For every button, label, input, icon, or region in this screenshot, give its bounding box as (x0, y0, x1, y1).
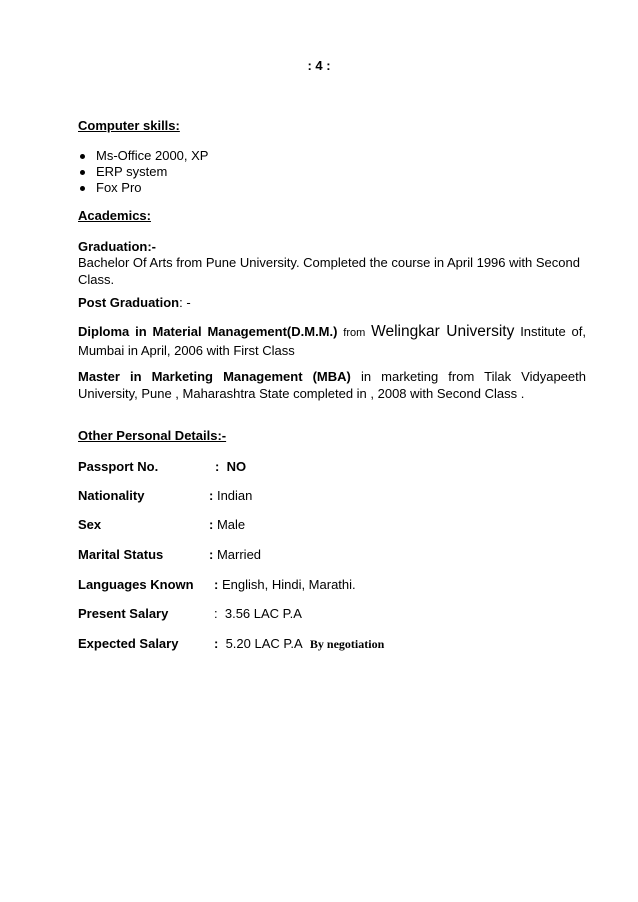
languages-colon: : (214, 577, 219, 592)
present-salary-label: Present Salary (78, 606, 169, 621)
expected-salary-label: Expected Salary (78, 636, 179, 651)
nationality-label: Nationality (78, 488, 145, 503)
marital-status-label: Marital Status (78, 547, 164, 562)
post-graduation-label: Post Graduation (78, 295, 180, 310)
skill-text: Fox Pro (96, 180, 142, 195)
passport-label: Passport No. (78, 459, 159, 474)
marital-status-value: Married (216, 547, 262, 562)
skill-text: ERP system (96, 164, 168, 179)
bullet-icon (80, 186, 85, 191)
page-number: : 4 : (307, 58, 331, 73)
passport-colon: : (215, 459, 220, 474)
mba-rest: in marketing from Tilak Vidyapeeth University, Pune , Maharashtra State completed in , 2008 with Second Class . (78, 369, 586, 401)
expected-salary-value: 5.20 LAC P.A (225, 636, 303, 651)
marital-status-colon: : (209, 547, 214, 562)
expected-salary-note: By negotiation (309, 637, 385, 651)
languages-value-wrap (214, 576, 356, 594)
nationality-value-wrap (209, 487, 252, 505)
nationality-colon: : (209, 488, 214, 503)
list-item (78, 164, 208, 180)
personal-details-heading: Other Personal Details:- (78, 428, 227, 443)
sex-label: Sex (78, 517, 102, 532)
diploma-rest: Institute of, Mumbai in April, 2006 with First Class (78, 324, 586, 358)
present-salary-value: 3.56 LAC P.A (224, 606, 302, 621)
sex-colon: : (209, 517, 214, 532)
computer-skills-list (78, 148, 208, 196)
passport-value-wrap (215, 458, 246, 476)
computer-skills-heading: Computer skills: (78, 118, 180, 133)
list-item (78, 180, 208, 196)
post-graduation-line (78, 294, 586, 311)
languages-value: English, Hindi, Marathi. (221, 577, 356, 592)
mba-paragraph (78, 368, 586, 402)
graduation-label: Graduation:- (78, 239, 156, 254)
skill-text: Ms-Office 2000, XP (96, 148, 209, 163)
list-item (78, 148, 208, 164)
present-salary-value-wrap (214, 605, 302, 623)
post-graduation-suffix: : - (179, 295, 191, 310)
languages-label: Languages Known (78, 577, 194, 592)
nationality-value: Indian (216, 488, 253, 503)
diploma-title: Diploma in Material Management(D.M.M.) (78, 324, 338, 339)
diploma-university: Welingkar University (371, 323, 515, 340)
present-salary-colon: : (214, 606, 218, 621)
sex-value-wrap (209, 516, 245, 534)
graduation-text: Bachelor Of Arts from Pune University. Completed the course in April 1996 with Second Class. (78, 255, 580, 287)
passport-value: NO (226, 459, 247, 474)
diploma-paragraph (78, 323, 586, 359)
diploma-from: from (343, 327, 366, 339)
marital-status-value-wrap (209, 546, 261, 564)
mba-title: Master in Marketing Management (MBA) (78, 369, 351, 384)
academics-heading: Academics: (78, 208, 151, 223)
sex-value: Male (216, 517, 246, 532)
bullet-icon (80, 170, 85, 175)
expected-salary-value-wrap (214, 635, 384, 653)
expected-salary-colon: : (214, 636, 219, 651)
bullet-icon (80, 154, 85, 159)
